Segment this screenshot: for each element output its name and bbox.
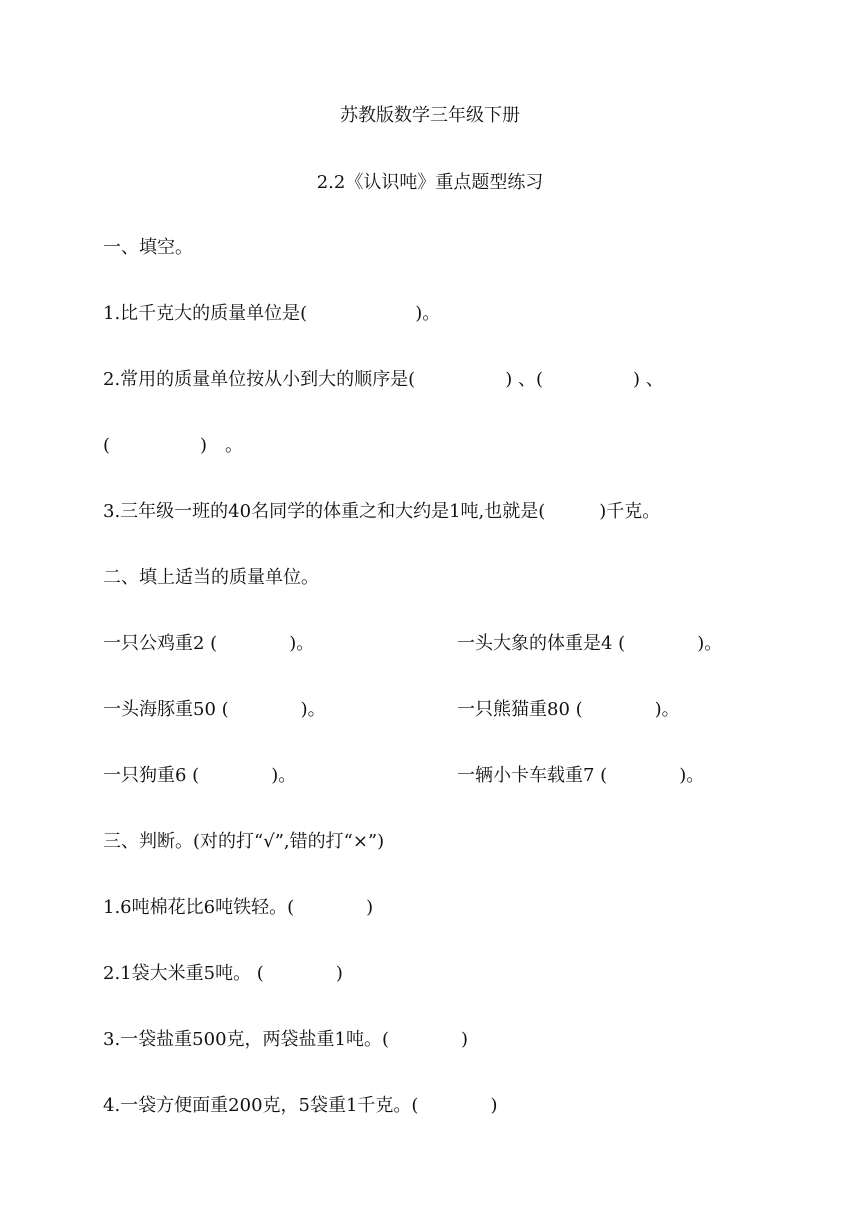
judge-item: 2.1袋大米重5吨。 ( ): [103, 963, 343, 984]
document-title: 苏教版数学三年级下册: [340, 105, 520, 126]
judge-item: 3.一袋盐重500克，两袋盐重1吨。( ): [103, 1029, 469, 1050]
unit-item: 一辆小卡车载重7 ( )。: [457, 765, 705, 786]
unit-item: 一头大象的体重是4 ( )。: [457, 633, 723, 654]
document-subtitle: 2.2《认识吨》重点题型练习: [316, 172, 544, 193]
section-heading-judge: 三、判断。(对的打“√”,错的打“×”): [103, 831, 385, 852]
question-1-3: 3.三年级一班的40名同学的体重之和大约是1吨,也就是( )千克。: [103, 501, 661, 522]
question-1-1: 1.比千克大的质量单位是( )。: [103, 303, 441, 324]
unit-item: 一只狗重6 ( )。: [103, 765, 297, 786]
section-heading-units: 二、填上适当的质量单位。: [103, 567, 319, 588]
section-heading-fill-blank: 一、填空。: [103, 237, 193, 258]
judge-item: 4.一袋方便面重200克，5袋重1千克。( ): [103, 1095, 498, 1116]
unit-item: 一只熊猫重80 ( )。: [457, 699, 680, 720]
question-1-2-line-1: 2.常用的质量单位按从小到大的顺序是( ) 、( ) 、: [103, 369, 664, 390]
unit-item: 一头海豚重50 ( )。: [103, 699, 326, 720]
judge-item: 1.6吨棉花比6吨铁轻。( ): [103, 897, 374, 918]
unit-item: 一只公鸡重2 ( )。: [103, 633, 315, 654]
question-1-2-line-2: ( ) 。: [103, 435, 244, 456]
